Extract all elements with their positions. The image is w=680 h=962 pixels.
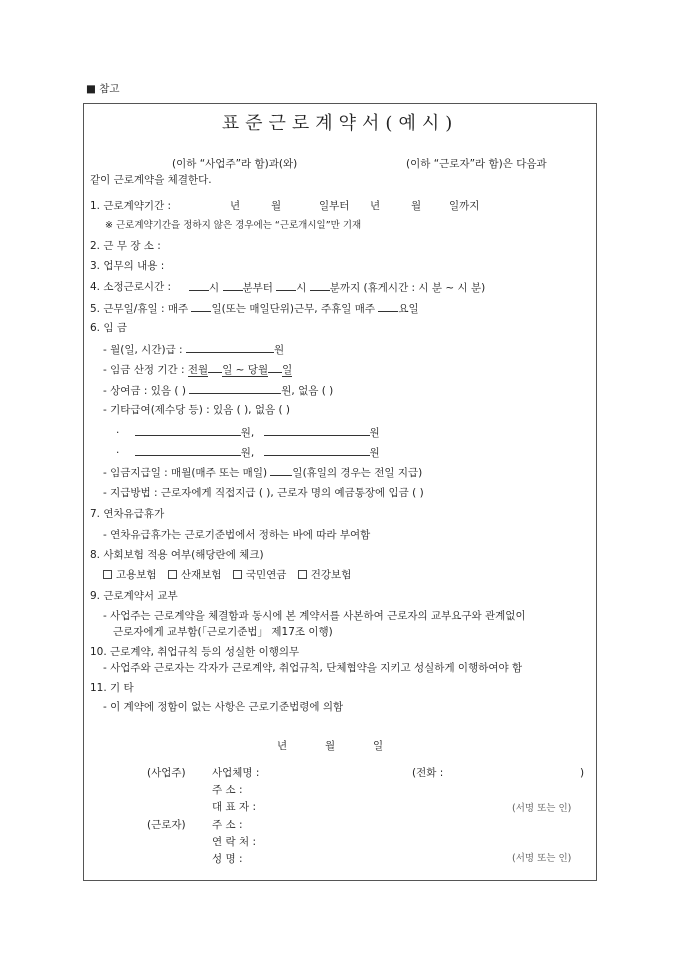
- phone-close: ): [580, 767, 585, 779]
- ceo-label: 대 표 자 :: [212, 801, 256, 813]
- item1-month: 월: [271, 200, 282, 212]
- item7-sub: - 연차유급휴가는 근로기준법에서 정하는 바에 따라 부여함: [103, 529, 371, 541]
- item4-end-min-blank: [310, 280, 330, 291]
- worker-contact-label: 연 락 처 :: [212, 836, 256, 848]
- business-name-label: 사업체명 :: [212, 767, 260, 779]
- intro-line2: 같이 근로계약을 체결한다.: [90, 174, 212, 186]
- employer-label: (사업주): [147, 767, 186, 779]
- item6-monthly-blank: [186, 342, 274, 353]
- item6-payday: [103, 465, 422, 480]
- item9-delivery: 9. 근로계약서 교부: [90, 590, 178, 602]
- item6-period-label: - 임금 산정 기간 :: [103, 364, 185, 376]
- item3-duties: 3. 업무의 내용 :: [90, 260, 165, 272]
- item6-period-blank1: [208, 362, 222, 373]
- item6-dot2: ·: [116, 447, 120, 459]
- worker-name-label: 성 명 :: [212, 853, 243, 865]
- item6-monthly-label: - 월(일, 시간)급 :: [103, 344, 183, 356]
- item1-day-to: 일까지: [449, 200, 480, 212]
- health-insurance-label: 건강보험: [310, 569, 352, 581]
- contract-title: 표준근로계약서(예시): [221, 113, 459, 134]
- item5-end: 요일: [398, 303, 419, 315]
- national-pension-checkbox[interactable]: [233, 570, 242, 579]
- item4-from: 분부터: [242, 282, 273, 294]
- item6-row1-blank1: [135, 425, 241, 436]
- item9-sub1: - 사업주는 근로계약을 체결함과 동시에 본 계약서를 사본하여 근로자의 교부요구와 관계없이: [103, 610, 526, 622]
- item6-payday-blank: [270, 465, 292, 476]
- item6-payday-end: 일(휴일의 경우는 전일 지급): [292, 467, 423, 479]
- employment-insurance-label: 고용보험: [116, 569, 157, 581]
- item6-bonus-label: - 상여금 : 있음 ( ): [103, 385, 186, 397]
- item1-year: 년: [230, 200, 241, 212]
- item6-row1-blank2: [264, 425, 370, 436]
- worker-sign-note: (서명 또는 인): [512, 853, 572, 864]
- employer-address-label: 주 소 :: [212, 784, 243, 796]
- item1-day-from: 일부터: [319, 200, 350, 212]
- item6-other-row2: [116, 445, 380, 460]
- item5-days-blank: [191, 301, 211, 312]
- industrial-accident-label: 산재보험: [180, 569, 222, 581]
- item4-to: 분까지 (휴게시간 : 시 분 ~ 시 분): [329, 282, 486, 294]
- item6-row1-won1: 원,: [240, 427, 255, 439]
- item4-label: 4. 소정근로시간 :: [90, 281, 172, 293]
- health-insurance-checkbox[interactable]: [298, 570, 307, 579]
- item1-year2: 년: [370, 200, 381, 212]
- item6-payday-label: - 임금지급일 : 매월(매주 또는 매일): [103, 467, 268, 479]
- item6-period-blank2: [268, 362, 282, 373]
- item4-start-min-blank: [223, 280, 243, 291]
- item4-end-hour-blank: [276, 280, 296, 291]
- item6-row2-won1: 원,: [240, 447, 255, 459]
- date-month: 월: [325, 740, 336, 752]
- item6-period-mid: 일 ~ 당월: [222, 364, 269, 376]
- item4-start-hour-blank: [189, 280, 209, 291]
- item6-dot1: ·: [116, 427, 120, 439]
- item6-bonus-won: 원, 없음 ( ): [281, 385, 334, 397]
- item10-duty: 10. 근로계약, 취업규칙 등의 성실한 이행의무: [90, 646, 300, 658]
- employment-insurance-checkbox[interactable]: [103, 570, 112, 579]
- item6-period-prev: 전월: [187, 364, 209, 376]
- item6-row2-won2: 원: [369, 447, 380, 459]
- item6-row2-blank2: [264, 445, 370, 456]
- item6-wage-title: 6. 임 금: [90, 322, 127, 334]
- item1-month2: 월: [411, 200, 422, 212]
- item5-label: 5. 근무일/휴일 : 매주: [90, 303, 189, 315]
- item6-row2-blank1: [135, 445, 241, 456]
- industrial-accident-checkbox[interactable]: [168, 570, 177, 579]
- item6-monthly-won: 원: [273, 344, 285, 356]
- item4-si2: 시: [296, 282, 307, 294]
- item6-period: [103, 362, 292, 377]
- item11-etc: 11. 기 타: [90, 682, 134, 694]
- date-year: 년: [277, 740, 288, 752]
- item6-period-end: 일: [282, 364, 293, 376]
- employer-sign-note: (서명 또는 인): [512, 803, 572, 814]
- item6-method: - 지급방법 : 근로자에게 직접지급 ( ), 근로자 명의 예금통장에 입금 ( ): [103, 487, 424, 499]
- item8-insurance: 8. 사회보험 적용 여부(해당란에 체크): [90, 549, 264, 561]
- worker-address-label: 주 소 :: [212, 819, 243, 831]
- item4-si1: 시: [209, 282, 220, 294]
- item2-workplace: 2. 근 무 장 소 :: [90, 240, 161, 252]
- item6-row1-won2: 원: [369, 427, 380, 439]
- date-day: 일: [373, 740, 384, 752]
- worker-label: (근로자): [147, 819, 186, 831]
- item5-mid: 일(또는 매일단위)근무, 주휴일 매주: [211, 303, 375, 315]
- item5-workdays: [90, 301, 419, 316]
- item11-sub: - 이 계약에 정함이 없는 사항은 근로기준법령에 의함: [103, 701, 344, 713]
- item9-sub2: 근로자에게 교부함(「근로기준법」 제17조 이행): [113, 626, 333, 638]
- item6-monthly: [103, 342, 284, 357]
- intro-worker-ref: (이하 “근로자”라 함)은 다음과: [406, 158, 547, 170]
- item6-bonus-blank: [189, 383, 281, 394]
- item6-other-row1: [116, 425, 380, 440]
- item8-options: [103, 568, 351, 582]
- item10-sub: - 사업주와 근로자는 각자가 근로계약, 취업규칙, 단체협약을 지키고 성실하게 이행하여야 함: [103, 662, 523, 674]
- phone-label: (전화 :: [412, 767, 444, 779]
- item7-leave: 7. 연차유급휴가: [90, 508, 165, 520]
- reference-note: ■ 참고: [86, 83, 120, 95]
- item6-other: - 기타급여(제수당 등) : 있음 ( ), 없음 ( ): [103, 404, 290, 416]
- item4-hours: [189, 280, 485, 295]
- item1-label: 1. 근로계약기간 :: [90, 200, 172, 212]
- item5-holiday-blank: [378, 301, 398, 312]
- item6-bonus: [103, 383, 333, 398]
- national-pension-label: 국민연금: [245, 569, 287, 581]
- item1-note: ※ 근로계약기간을 정하지 않은 경우에는 “근로개시일”만 기재: [105, 220, 362, 231]
- intro-employer-ref: (이하 “사업주”라 함)과(와): [172, 158, 298, 170]
